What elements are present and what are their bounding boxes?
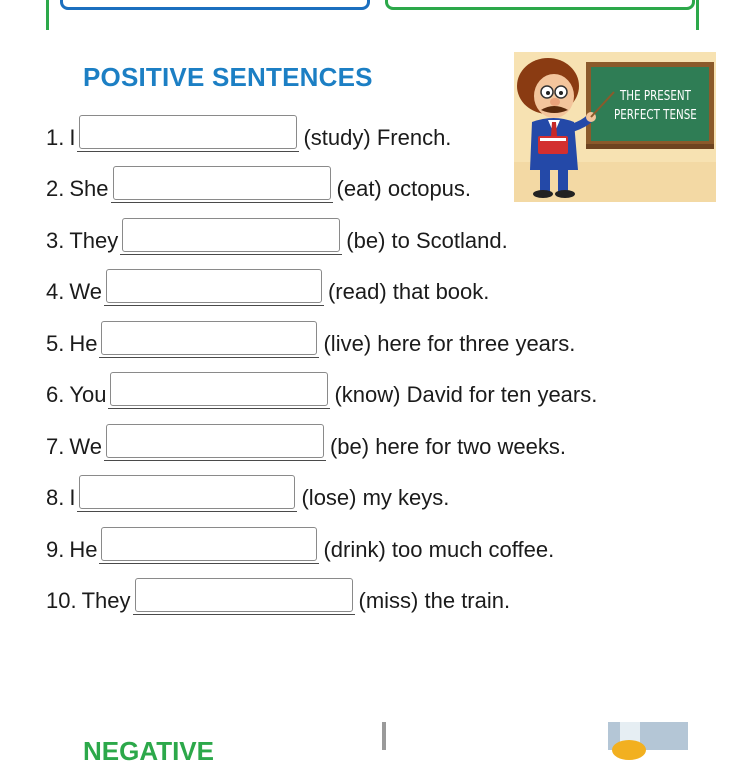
item-number: 5.	[46, 331, 65, 356]
item-number: 4.	[46, 279, 65, 304]
bottom-illustration-shape	[612, 740, 646, 760]
item-verb-prompt: (lose) my keys.	[301, 485, 450, 510]
item-subject: They	[81, 588, 131, 613]
answer-field[interactable]	[135, 578, 353, 612]
exercise-item-7	[46, 420, 566, 460]
exercise-item-3	[46, 214, 508, 254]
teacher-chalkboard-image	[514, 52, 716, 202]
item-verb-prompt: (study) French.	[303, 125, 452, 150]
answer-field[interactable]	[113, 166, 331, 200]
exercise-item-10	[46, 574, 510, 614]
section-title-negative: NEGATIVE	[83, 736, 214, 766]
exercise-item-8	[46, 471, 449, 511]
chalk-ledge	[586, 144, 714, 149]
eye-left	[546, 91, 550, 95]
bottom-divider	[382, 722, 386, 750]
teacher-shoe-right	[555, 190, 575, 198]
answer-field[interactable]	[101, 527, 317, 561]
item-verb-prompt: (live) here for three years.	[323, 331, 576, 356]
exercise-item-2	[46, 162, 471, 202]
exercise-item-1	[46, 111, 451, 151]
item-subject: I	[69, 125, 76, 150]
answer-field[interactable]	[106, 269, 322, 303]
item-verb-prompt: (be) to Scotland.	[346, 228, 508, 253]
item-number: 8.	[46, 485, 65, 510]
answer-field[interactable]	[110, 372, 328, 406]
item-number: 2.	[46, 176, 65, 201]
item-verb-prompt: (read) that book.	[327, 279, 490, 304]
answer-field[interactable]	[79, 475, 295, 509]
answer-field[interactable]	[101, 321, 317, 355]
chalkboard-text-line-2: PERFECT TENSE	[614, 107, 697, 123]
teacher-nose	[550, 98, 560, 106]
answer-field[interactable]	[79, 115, 297, 149]
item-verb-prompt: (know) David for ten years.	[334, 382, 598, 407]
item-subject: She	[69, 176, 109, 201]
answer-field[interactable]	[106, 424, 324, 458]
teacher-leg-left	[540, 170, 550, 192]
item-subject: He	[69, 537, 98, 562]
item-subject: We	[69, 279, 102, 304]
section-title-positive: POSITIVE SENTENCES	[83, 62, 373, 92]
answer-field[interactable]	[122, 218, 340, 252]
item-number: 10.	[46, 588, 77, 613]
eye-right	[559, 91, 563, 95]
chalkboard	[591, 67, 709, 141]
book-pages	[540, 138, 566, 141]
item-number: 6.	[46, 382, 65, 407]
item-subject: They	[69, 228, 119, 253]
item-verb-prompt: (be) here for two weeks.	[329, 434, 566, 459]
exercise-item-4	[46, 265, 489, 305]
exercise-item-6	[46, 368, 597, 408]
teacher-leg-right	[558, 170, 568, 192]
item-verb-prompt: (drink) too much coffee.	[323, 537, 555, 562]
teacher-shoe-left	[533, 190, 553, 198]
item-number: 7.	[46, 434, 65, 459]
item-verb-prompt: (eat) octopus.	[336, 176, 472, 201]
item-subject: He	[69, 331, 98, 356]
item-number: 1.	[46, 125, 65, 150]
exercise-item-9	[46, 523, 554, 563]
item-subject: You	[69, 382, 107, 407]
item-number: 9.	[46, 537, 65, 562]
teacher-illustration	[514, 52, 716, 202]
item-subject: I	[69, 485, 76, 510]
item-verb-prompt: (miss) the train.	[358, 588, 511, 613]
chalkboard-text-line-1: THE PRESENT	[620, 88, 691, 104]
exercise-item-5	[46, 317, 575, 357]
item-subject: We	[69, 434, 102, 459]
item-number: 3.	[46, 228, 65, 253]
